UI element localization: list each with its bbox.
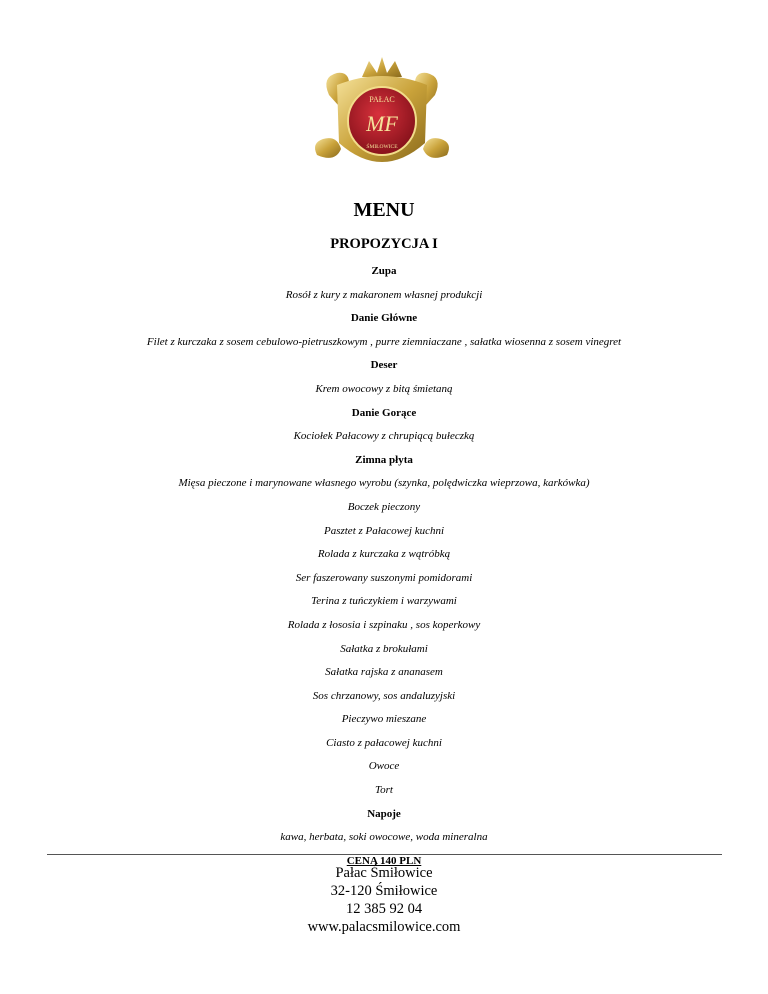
crest-emblem	[307, 55, 457, 175]
dish-item: Mięsa pieczone i marynowane własnego wyrobu (szynka, polędwiczka wieprzowa, karkówka)	[178, 477, 590, 490]
dish-item: Kociołek Pałacowy z chrupiącą bułeczką	[293, 430, 475, 443]
logo-bottom-text: ŚMIŁOWICE	[366, 144, 398, 150]
dish-item: Pasztet z Pałacowej kuchni	[323, 524, 445, 537]
logo-monogram: MF	[366, 111, 398, 136]
dish-item: Rolada z kurczaka z wątróbką	[317, 548, 451, 561]
dish-item: Rosół z kury z makaronem własnej produkcji	[285, 288, 483, 301]
dish-item: Sałatka z brokułami	[340, 642, 428, 655]
dish-item: Ciasto z pałacowej kuchni	[326, 736, 442, 749]
dish-item: Rolada z łososia i szpinaku , sos koperkowy	[287, 618, 481, 631]
palace-logo	[307, 55, 457, 175]
menu-list	[0, 260, 768, 873]
footer-address: 32-120 Śmiłowice	[330, 883, 438, 899]
price-label: CENA 140 PLN	[346, 854, 422, 867]
menu-title: MENU	[353, 199, 415, 221]
logo-top-text: PAŁAC	[369, 95, 395, 104]
footer-phone: 12 385 92 04	[345, 901, 423, 917]
footer-name: Pałac Śmiłowice	[335, 865, 433, 881]
dish-item: Owoce	[368, 760, 400, 773]
course-heading: Deser	[370, 359, 398, 372]
dish-item: kawa, herbata, soki owocowe, woda mineralna	[280, 831, 488, 844]
dish-item: Ser faszerowany suszonymi pomidorami	[295, 571, 473, 584]
footer-divider	[47, 854, 722, 855]
course-heading: Napoje	[367, 807, 401, 820]
dish-item: Terina z tuńczykiem i warzywami	[311, 595, 457, 608]
dish-item: Boczek pieczony	[347, 500, 421, 513]
dish-item: Tort	[375, 784, 393, 797]
menu-subtitle: PROPOZYCJA I	[330, 236, 438, 252]
course-heading: Danie Gorące	[351, 406, 417, 419]
dish-item: Filet z kurczaka z sosem cebulowo-pietruszkowym , purre ziemniaczane , sałatka wiosenna z sosem vinegret	[146, 335, 622, 348]
dish-item: Krem owocowy z bitą śmietaną	[315, 382, 453, 395]
dish-item: Sałatka rajska z ananasem	[325, 666, 443, 679]
footer-contact	[0, 864, 768, 936]
dish-item: Pieczywo mieszane	[341, 713, 427, 726]
course-heading: Zupa	[371, 265, 397, 277]
course-heading: Danie Główne	[350, 312, 418, 325]
course-heading: Zimna płyta	[355, 453, 413, 466]
dish-item: Sos chrzanowy, sos andaluzyjski	[312, 689, 456, 702]
footer-website[interactable]: www.palacsmilowice.com	[307, 919, 461, 935]
